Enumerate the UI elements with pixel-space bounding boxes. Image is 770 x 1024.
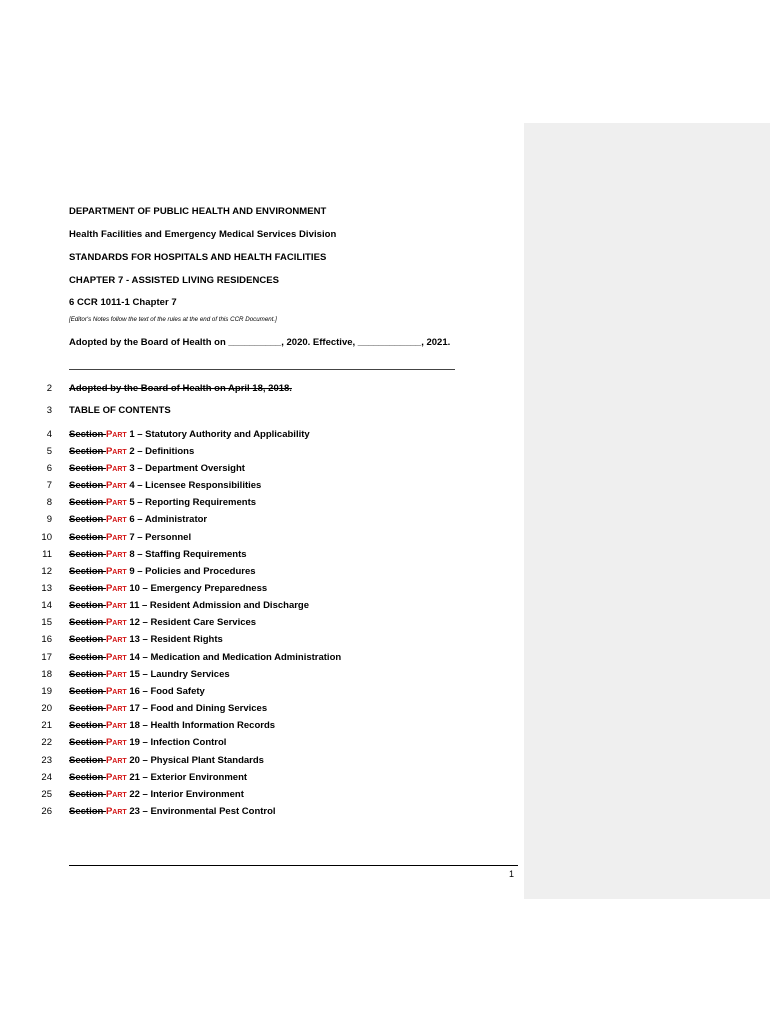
line-text	[69, 652, 341, 663]
inserted-text: Part	[105, 514, 127, 525]
line-number: 4	[46, 429, 52, 440]
line-number: 15	[41, 617, 52, 628]
line-text	[69, 583, 267, 594]
entry-text: 12 – Resident Care Services	[126, 617, 257, 628]
deleted-text: Section	[69, 737, 106, 748]
line-text	[69, 600, 309, 611]
line-text	[69, 566, 256, 577]
line-number: 14	[41, 600, 52, 611]
inserted-text: Part	[105, 806, 127, 817]
inserted-text: Part	[105, 549, 127, 560]
inserted-text: Part	[105, 755, 127, 766]
entry-text: 22 – Interior Environment	[126, 789, 244, 800]
entry-text: 19 – Infection Control	[126, 737, 227, 748]
entry-text: 9 – Policies and Procedures	[126, 566, 256, 577]
inserted-text: Part	[105, 789, 127, 800]
inserted-text: Part	[105, 669, 127, 680]
line-text	[69, 669, 230, 680]
deleted-text: Section	[69, 566, 106, 577]
deleted-text: Section	[69, 463, 106, 474]
line-number: 21	[41, 720, 52, 731]
line-number: 6	[46, 463, 52, 474]
deleted-text: Section	[69, 446, 106, 457]
line-number: 24	[41, 772, 52, 783]
line-text	[69, 755, 264, 766]
entry-text: 2 – Definitions	[126, 446, 195, 457]
deleted-text: Section	[69, 514, 106, 525]
entry-text: 23 – Environmental Pest Control	[126, 806, 276, 817]
deleted-text: Section	[69, 652, 106, 663]
line-number: 3	[46, 405, 52, 416]
line-number: 16	[41, 634, 52, 645]
line-text	[69, 772, 247, 783]
line-number: 13	[41, 583, 52, 594]
deleted-text: Adopted by the Board of Health on April 18, 2018.	[69, 383, 292, 394]
entry-text: 16 – Food Safety	[126, 686, 205, 697]
entry-text: 17 – Food and Dining Services	[126, 703, 268, 714]
line-number: 18	[41, 669, 52, 680]
line-text	[69, 703, 267, 714]
entry-text: 6 – Administrator	[126, 514, 208, 525]
entry-text: 20 – Physical Plant Standards	[126, 755, 264, 766]
line-number: 7	[46, 480, 52, 491]
inserted-text: Part	[105, 652, 127, 663]
inserted-text: Part	[105, 583, 127, 594]
separator-line	[69, 369, 455, 370]
inserted-text: Part	[105, 634, 127, 645]
line-text	[69, 549, 247, 560]
line-text	[69, 720, 275, 731]
entry-text: 18 – Health Information Records	[126, 720, 276, 731]
entry-text: 3 – Department Oversight	[126, 463, 245, 474]
inserted-text: Part	[105, 703, 127, 714]
line-text	[69, 497, 256, 508]
deleted-text: Section	[69, 806, 106, 817]
line-text	[69, 806, 276, 817]
entry-text: 14 – Medication and Medication Administration	[126, 652, 342, 663]
entry-text: TABLE OF CONTENTS	[69, 405, 171, 416]
deleted-text: Section	[69, 480, 106, 491]
division-heading: Health Facilities and Emergency Medical Services Division	[69, 229, 337, 240]
inserted-text: Part	[105, 772, 127, 783]
line-text	[69, 686, 205, 697]
editors-note: [Editor's Notes follow the text of the rules at the end of this CCR Document.]	[69, 316, 277, 323]
deleted-text: Section	[69, 772, 106, 783]
deleted-text: Section	[69, 703, 106, 714]
line-number: 9	[46, 514, 52, 525]
line-text	[69, 737, 226, 748]
line-text	[69, 480, 261, 491]
entry-text: 4 – Licensee Responsibilities	[126, 480, 262, 491]
entry-text: 8 – Staffing Requirements	[126, 549, 247, 560]
deleted-text: Section	[69, 634, 106, 645]
line-number: 26	[41, 806, 52, 817]
line-number: 23	[41, 755, 52, 766]
inserted-text: Part	[105, 720, 127, 731]
line-text	[69, 405, 171, 416]
inserted-text: Part	[105, 497, 127, 508]
deleted-text: Section	[69, 532, 106, 543]
adopted-line: Adopted by the Board of Health on __________, 2020. Effective, ____________, 2021.	[69, 337, 451, 348]
deleted-text: Section	[69, 497, 106, 508]
inserted-text: Part	[105, 532, 127, 543]
deleted-text: Section	[69, 583, 106, 594]
inserted-text: Part	[105, 463, 127, 474]
entry-text: 10 – Emergency Preparedness	[126, 583, 268, 594]
line-text	[69, 789, 244, 800]
entry-text: 7 – Personnel	[126, 532, 192, 543]
line-number: 5	[46, 446, 52, 457]
deleted-text: Section	[69, 549, 106, 560]
line-text	[69, 446, 194, 457]
page-number: 1	[508, 869, 514, 879]
inserted-text: Part	[105, 480, 127, 491]
deleted-text: Section	[69, 429, 106, 440]
line-text	[69, 429, 310, 440]
line-number: 8	[46, 497, 52, 508]
deleted-text: Section	[69, 720, 106, 731]
inserted-text: Part	[105, 429, 127, 440]
line-number: 25	[41, 789, 52, 800]
inserted-text: Part	[105, 566, 127, 577]
line-text	[69, 532, 191, 543]
deleted-text: Section	[69, 617, 106, 628]
department-heading: DEPARTMENT OF PUBLIC HEALTH AND ENVIRONMENT	[69, 206, 327, 217]
entry-text: 11 – Resident Admission and Discharge	[126, 600, 310, 611]
line-number: 19	[41, 686, 52, 697]
footer-rule	[69, 865, 518, 866]
inserted-text: Part	[105, 737, 127, 748]
line-text	[69, 463, 245, 474]
line-text	[69, 514, 207, 525]
ccr-heading: 6 CCR 1011-1 Chapter 7	[69, 297, 177, 308]
inserted-text: Part	[105, 446, 127, 457]
line-text	[69, 383, 292, 394]
standards-heading: STANDARDS FOR HOSPITALS AND HEALTH FACILITIES	[69, 252, 327, 263]
deleted-text: Section	[69, 669, 106, 680]
entry-text: 15 – Laundry Services	[126, 669, 230, 680]
deleted-text: Section	[69, 755, 106, 766]
entry-text: 5 – Reporting Requirements	[126, 497, 257, 508]
line-number: 20	[41, 703, 52, 714]
line-number: 22	[41, 737, 52, 748]
comment-pane	[524, 123, 770, 899]
entry-text: 13 – Resident Rights	[126, 634, 223, 645]
deleted-text: Section	[69, 789, 106, 800]
deleted-text: Section	[69, 686, 106, 697]
line-text	[69, 617, 256, 628]
entry-text: 1 – Statutory Authority and Applicability	[126, 429, 310, 440]
deleted-text: Section	[69, 600, 106, 611]
chapter-heading: CHAPTER 7 - ASSISTED LIVING RESIDENCES	[69, 275, 280, 286]
line-number: 10	[41, 532, 52, 543]
line-number: 12	[41, 566, 52, 577]
line-number: 17	[41, 652, 52, 663]
inserted-text: Part	[105, 617, 127, 628]
inserted-text: Part	[105, 686, 127, 697]
line-number: 11	[42, 549, 52, 560]
line-text	[69, 634, 223, 645]
entry-text: 21 – Exterior Environment	[126, 772, 248, 783]
line-number: 2	[46, 383, 52, 394]
inserted-text: Part	[105, 600, 127, 611]
